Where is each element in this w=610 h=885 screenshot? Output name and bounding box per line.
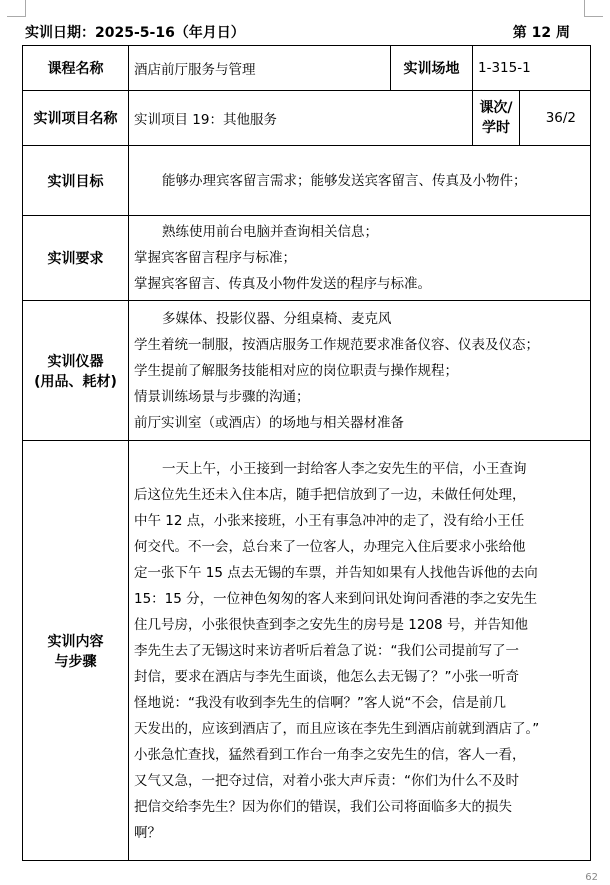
training-date: 实训日期：2025-5-16（年月日）	[25, 25, 245, 41]
equipment-line: 前厅实训室（或酒店）的场地与相关器材准备	[134, 414, 404, 431]
venue-value: 1-315-1	[473, 46, 591, 91]
venue-label: 实训场地	[391, 46, 473, 91]
content-line: 中午 12 点，小张来接班，小王有事急冲冲的走了，没有给小王任	[134, 512, 525, 529]
course-label: 课程名称	[23, 46, 129, 91]
page-number: 62	[585, 872, 598, 883]
document-header	[25, 22, 570, 42]
content-label-line2: 与步骤	[54, 653, 97, 670]
content-line: 封信，要求在酒店与李先生面谈，他怎么去无锡了？”小张一听奇	[134, 668, 519, 685]
content-line: 何交代。不一会，总台来了一位客人，办理完入住后要求小张给他	[134, 538, 526, 555]
content-line: 李先生去了无锡这时来访者听后着急了说：“我们公司提前写了一	[134, 642, 519, 659]
goal-label: 实训目标	[23, 146, 129, 216]
content-line: 把信交给李先生？因为你们的错误，我们公司将面临多大的损失	[134, 798, 512, 815]
session-label: 课次/学时	[473, 91, 520, 146]
equipment-line: 学生提前了解服务技能相对应的岗位职责与操作规程；	[134, 362, 458, 379]
requirement-line: 掌握宾客留言程序与标准；	[134, 250, 296, 266]
content-line: 一天上午，小王接到一封给客人李之安先生的平信，小王查询	[162, 460, 527, 477]
content-line: 怪地说：“我没有收到李先生的信啊？”客人说“不会，信是前几	[134, 694, 506, 711]
content-label-line1: 实训内容	[47, 633, 104, 650]
content-label	[23, 441, 129, 861]
equipment-line: 学生着统一制服，按酒店服务工作规范要求准备仪容、仪表及仪态；	[134, 336, 539, 353]
crop-mark	[7, 0, 26, 17]
project-label: 实训项目名称	[23, 91, 129, 146]
session-value: 36/2	[520, 91, 591, 146]
content-line: 住几号房，小张很快查到李之安先生的房号是 1208 号，并告知他	[134, 616, 528, 633]
goal-content	[129, 146, 591, 216]
content-line: 又气又急，一把夺过信，对着小张大声斥责：“你们为什么不及时	[134, 772, 519, 789]
content-line: 定一张下午 15 点去无锡的车票，并告知如果有人找他告诉他的去向	[134, 564, 538, 581]
equipment-label-line1: 实训仪器	[47, 353, 104, 370]
training-table	[22, 45, 591, 861]
content-line: 天发出的，应该到酒店了，而且应该在李先生到酒店前就到酒店了。”	[134, 720, 540, 737]
content-line: 15：15 分，一位神色匆匆的客人来到问讯处询问香港的李之安先生	[134, 590, 538, 607]
week-number: 第 12 周	[512, 25, 570, 41]
project-value: 实训项目 19：其他服务	[129, 91, 473, 146]
equipment-label	[23, 301, 129, 441]
goal-line: 能够办理宾客留言需求；能够发送宾客留言、传真及小物件；	[162, 172, 527, 189]
content-line: 小张急忙查找，猛然看到工作台一角李之安先生的信，客人一看，	[134, 746, 526, 763]
course-value: 酒店前厅服务与管理	[129, 46, 391, 91]
crop-mark	[584, 0, 603, 17]
equipment-content	[129, 301, 591, 441]
content-body	[129, 441, 591, 861]
content-line: 后这位先生还未入住本店，随手把信放到了一边，未做任何处理，	[134, 486, 526, 503]
content-line: 啊？	[134, 824, 161, 841]
equipment-line: 情景训练场景与步骤的沟通；	[134, 388, 310, 405]
equipment-line: 多媒体、投影仪器、分组桌椅、麦克风	[162, 310, 392, 327]
requirement-line: 掌握宾客留言、传真及小物件发送的程序与标准。	[134, 276, 431, 292]
requirements-content	[129, 216, 591, 301]
requirement-line: 熟练使用前台电脑并查询相关信息；	[162, 224, 378, 240]
requirements-label: 实训要求	[23, 216, 129, 301]
equipment-label-line2: (用品、耗材)	[34, 373, 117, 390]
